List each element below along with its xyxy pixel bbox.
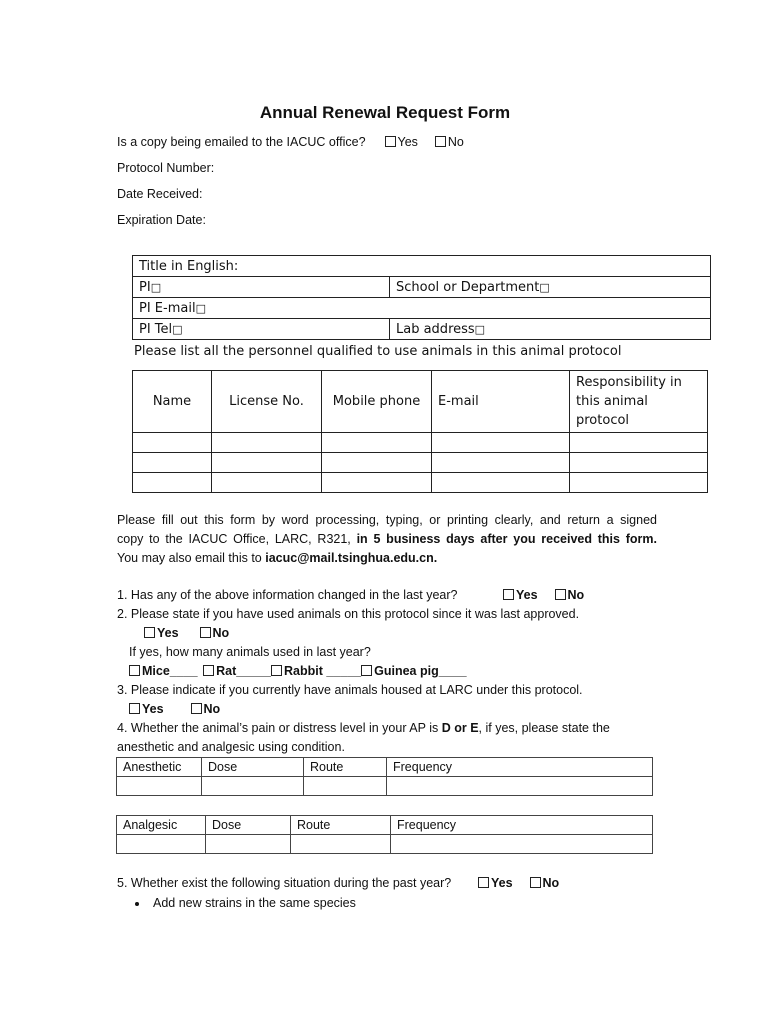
table-row [133,453,708,473]
q2-followup: If yes, how many animals used in last year? [129,645,371,659]
q5-options: Yes No [478,876,559,890]
pi-email-cell[interactable]: PI E-mail□ [133,298,711,319]
q4-label: 4. Whether the animal’s pain or distress level in your AP is D or E, if yes, please state the [117,721,610,735]
email-yes-checkbox[interactable] [385,136,396,147]
q3-yes-checkbox[interactable] [129,703,140,714]
instructions-paragraph [117,511,657,568]
email-no-label: No [447,135,464,149]
dose-header: Dose [202,758,304,777]
personnel-caption: Please list all the personnel qualified to use animals in this animal protocol [134,344,622,359]
route-header: Route [304,758,387,777]
frequency-header: Frequency [391,816,653,835]
anesthetic-header: Anesthetic [117,758,202,777]
col-name-header: Name [133,371,212,433]
page-title: Annual Renewal Request Form [259,103,511,122]
bullet-icon [135,902,139,906]
table-row [133,433,708,453]
rabbit-checkbox[interactable] [271,665,282,676]
q3-options: Yes No [129,702,220,716]
personnel-table [132,370,708,493]
q1-options: Yes No [503,588,584,602]
col-license-header: License No. [212,371,322,433]
email-question-row [117,135,464,149]
q2-yes-checkbox[interactable] [144,627,155,638]
title-english-cell[interactable]: Title in English: [133,256,711,277]
col-email-header: E-mail [432,371,570,433]
dose-header: Dose [206,816,291,835]
frequency-header: Frequency [387,758,653,777]
protocol-number-label: Protocol Number: [117,161,215,175]
rat-checkbox[interactable] [203,665,214,676]
instructions-line-2: copy to the IACUC Office, LARC, R321, in 5 business days after you received this form. [117,532,657,546]
info-table [132,255,711,340]
email-yes-label: Yes [397,135,418,149]
lab-address-cell[interactable]: Lab address□ [390,319,711,340]
instructions-line-3: You may also email this to iacuc@mail.tsinghua.edu.cn. [117,551,438,565]
q3-no-checkbox[interactable] [191,703,202,714]
pi-cell[interactable]: PI□ [133,277,390,298]
email-question: Is a copy being emailed to the IACUC office? [117,135,366,149]
analgesic-table [116,815,653,854]
q2-label: 2. Please state if you have used animals on this protocol since it was last approved. [117,607,580,621]
date-received-label: Date Received: [117,187,203,201]
col-mobile-header: Mobile phone [322,371,432,433]
q4-label-line2: anesthetic and analgesic using condition. [117,740,345,754]
analgesic-header: Analgesic [117,816,206,835]
q2-no-checkbox[interactable] [200,627,211,638]
q1-label: 1. Has any of the above information changed in the last year? [117,588,458,602]
q5-label: 5. Whether exist the following situation during the past year? [117,876,452,890]
col-responsibility-header: Responsibility in this animal protocol [570,371,708,433]
q5-no-checkbox[interactable] [530,877,541,888]
anesthetic-table [116,757,653,796]
q3-label: 3. Please indicate if you currently have animals housed at LARC under this protocol. [117,683,583,697]
q1-no-checkbox[interactable] [555,589,566,600]
school-cell[interactable]: School or Department□ [390,277,711,298]
pi-tel-cell[interactable]: PI Tel□ [133,319,390,340]
table-row [117,777,653,796]
route-header: Route [291,816,391,835]
guinea-pig-checkbox[interactable] [361,665,372,676]
expiration-date-label: Expiration Date: [117,213,206,227]
table-row [133,473,708,493]
q5-yes-checkbox[interactable] [478,877,489,888]
mice-checkbox[interactable] [129,665,140,676]
table-row [117,835,653,854]
q5-bullet-item: Add new strains in the same species [135,896,356,910]
q1-yes-checkbox[interactable] [503,589,514,600]
q2-options: Yes No [144,626,229,640]
email-no-checkbox[interactable] [435,136,446,147]
animal-count-row: Mice____ Rat_____ Rabbit _____ Guinea pig____ [129,664,467,678]
instructions-line-1: Please fill out this form by word processing, typing, or printing clearly, and return a signed [117,513,657,527]
